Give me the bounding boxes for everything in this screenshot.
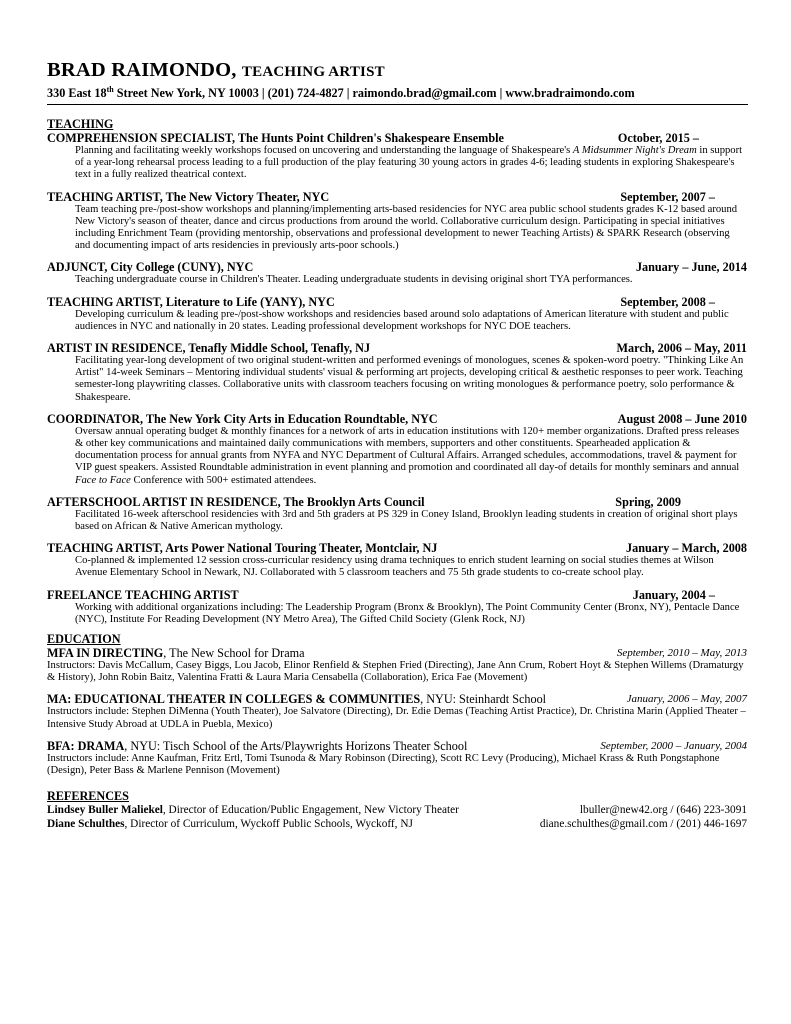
edu-desc: Instructors include: Stephen DiMenna (Youth Theater), Joe Salvatore (Directing), Dr. Edie Demas (Teaching Artist Practice), Dr. Christina Marin (Applied Theater – Intensive Study Abroad at UDLA in Puebla, Mexico) xyxy=(47,706,746,730)
teaching-entry xyxy=(47,131,747,182)
entry-head: FREELANCE TEACHING ARTIST xyxy=(47,587,239,602)
entry-desc: Team teaching pre-/post-show workshops and planning/implementing arts-based residencies for NYC area public school students grades K-12 based around New Victory's season of theater, dance and circus productions from around the world. Collaborative curriculum design. Participating in special initiatives including Enrichment Team (providing mentorship, observations and professional development to newer Teaching Artists) & SPARK Research (observing and documenting impact of arts residencies in previously arts-poor schools.) xyxy=(75,203,738,252)
edu-degree: BFA: DRAMA xyxy=(47,738,125,753)
entry-head: COORDINATOR, The New York City Arts in Education Roundtable, NYC xyxy=(47,411,438,426)
edu-head xyxy=(47,646,305,660)
desc-italic: A Midsummer Night's Dream xyxy=(572,145,697,156)
entry-date: January – June, 2014 xyxy=(635,260,747,275)
edu-head xyxy=(47,739,467,753)
teaching-entry xyxy=(47,295,747,333)
desc-part: in support of a year-long rehearsal process leading to a full production of the play featuring 30 young actors in grades 4-6; leading students in exploring Shakespeare's text in a fully realized theatrical context. xyxy=(75,145,743,181)
entry-head: ADJUNCT, City College (CUNY), NYC xyxy=(47,260,254,275)
ref-contact: diane.schulthes@gmail.com / (201) 446-1697 xyxy=(539,817,747,830)
teaching-entry xyxy=(47,541,747,579)
entry-desc: Co-planned & implemented 12 session cross-curricular residency using drama techniques to enrich student learning on social studies themes at Wilson Avenue Elementary School in Newark, NJ. Collaborated with 5 classroom teachers and 75 5th grade students to co-create school play. xyxy=(75,555,714,579)
teaching-entry xyxy=(47,260,747,286)
desc-part: Conference with 500+ estimated attendees. xyxy=(130,474,317,486)
desc-italic: Face to Face xyxy=(75,474,131,486)
address-pre: 330 East 18 xyxy=(47,86,107,100)
edu-date: September, 2010 – May, 2013 xyxy=(616,647,747,660)
entry-desc: Teaching undergraduate course in Children's Theater. Leading undergraduate students in devising original short TYA performances. xyxy=(75,274,633,286)
teaching-entry xyxy=(47,341,747,404)
teaching-entry xyxy=(47,412,747,487)
edu-school: , NYU: Steinhardt School xyxy=(420,692,547,707)
entry-date: September, 2007 – xyxy=(620,189,715,204)
entry-head: TEACHING ARTIST, The New Victory Theater, NYC xyxy=(47,189,330,204)
teaching-entry xyxy=(47,495,747,533)
desc-part: Planning and facilitating weekly workshops focused on uncovering and understanding the language of Shakespeare's xyxy=(75,145,573,156)
edu-date: September, 2000 – January, 2004 xyxy=(600,739,747,752)
entry-desc xyxy=(47,145,747,182)
name-title: TEACHING ARTIST xyxy=(241,64,385,80)
teaching-section-title xyxy=(47,117,419,131)
education-entry xyxy=(47,692,747,730)
entry-date: Spring, 2009 xyxy=(615,494,681,509)
entry-head: COMPREHENSION SPECIALIST, The Hunts Point Children's Shakespeare Ensemble xyxy=(47,131,504,145)
teaching-entry xyxy=(47,190,747,253)
edu-degree: MFA IN DIRECTING xyxy=(47,646,164,661)
entry-date: March, 2006 – May, 2011 xyxy=(616,341,747,356)
address-post: Street New York, NY 10003 | (201) 724-4827 | raimondo.brad@gmail.com | www.bradraimondo.com xyxy=(113,86,635,100)
entry-desc: Facilitated 16-week afterschool residencies with 3rd and 5th graders at PS 329 in Coney Island, Brooklyn leading students in creation of original short plays based on African & Native American mythology. xyxy=(75,508,738,533)
ref-person xyxy=(47,818,413,832)
education-section-title xyxy=(47,632,419,646)
reference-row xyxy=(47,818,747,832)
ref-person xyxy=(47,804,459,818)
entry-desc: Working with additional organizations including: The Leadership Program (Bronx & Brooklyn), The Point Community Center (Bronx, NY), Pentacle Dance (NYC), Institute For Reading Development (NY Metro Area), The Gifted Child Society (Glenk Rock, NJ) xyxy=(75,601,740,625)
edu-date: January, 2006 – May, 2007 xyxy=(626,693,747,706)
teaching-entry xyxy=(47,588,747,626)
edu-desc: Instructors include: Anne Kaufman, Fritz Ertl, Tomi Tsunoda & Mary Robinson (Directing), Scott RC Levy (Producing), Michael Krass & Ruth Pongstaphone (Design), Peter Bass & Marlene Pennison (Movement) xyxy=(47,752,720,777)
edu-school: , NYU: Tisch School of the Arts/Playwrights Horizons Theater School xyxy=(124,738,468,753)
ref-role: , Director of Curriculum, Wyckoff Public Schools, Wyckoff, NJ xyxy=(124,817,413,830)
entry-head: TEACHING ARTIST, Literature to Life (YANY), NYC xyxy=(47,294,335,309)
contact-line xyxy=(47,86,747,101)
entry-date: August 2008 – June 2010 xyxy=(617,411,747,426)
entry-head: AFTERSCHOOL ARTIST IN RESIDENCE, The Brooklyn Arts Council xyxy=(47,494,425,509)
entry-head: ARTIST IN RESIDENCE, Tenafly Middle School, Tenafly, NJ xyxy=(47,341,371,356)
ref-name: Lindsey Buller Maliekel xyxy=(47,804,163,817)
education-title-text: EDUCATION xyxy=(47,632,121,647)
ref-name: Diane Schulthes xyxy=(47,817,125,830)
entry-date: January, 2004 – xyxy=(632,587,715,602)
entry-head: TEACHING ARTIST, Arts Power National Touring Theater, Montclair, NJ xyxy=(47,541,438,556)
teaching-title-text: TEACHING xyxy=(47,117,114,131)
address-sup: th xyxy=(106,84,114,94)
desc-part: Oversaw annual operating budget & monthly finances for a network of arts in education institutions with 120+ member organizations. Drafted press releases & other key communications and maintained daily communications with members, supporters and other constituents. Spearheaded application & documentation process for annual grants from NYFA and NYC Department of Cultural Affairs. Arranged schedules, accommodations, travel & payment for VIP guest speakers. Assisted Roundtable administration in event planning and promotion and coordinated all day-of details for monthly seminars and annual xyxy=(75,425,740,474)
edu-degree: MA: EDUCATIONAL THEATER IN COLLEGES & COMMUNITIES xyxy=(47,692,421,707)
education-entry xyxy=(47,646,747,684)
edu-desc: Instructors: Davis McCallum, Casey Biggs, Lou Jacob, Elinor Renfield & Stephen Fried (Directing), Jane Ann Crum, Robert Hoyt & Stephen Willems (Dramaturgy & History), John Robin Baitz, Valentina Fratti & Laura Maria Censabella (Collaboration), Erica Fae (Movement) xyxy=(47,660,744,684)
resume-name xyxy=(47,58,747,84)
entry-desc: Developing curriculum & leading pre-/post-show workshops and residencies based around solo adaptations of American literature with student and public audiences in NYC and nationally in 20 states. Leading professional development workshops for NYC DOE teachers. xyxy=(75,308,729,332)
entry-date: October, 2015 – xyxy=(617,131,699,145)
name-text: BRAD RAIMONDO, xyxy=(47,59,237,81)
entry-date: January – March, 2008 xyxy=(626,541,747,556)
entry-desc xyxy=(47,426,747,487)
resume-page xyxy=(47,58,747,831)
references-section-title xyxy=(47,789,419,803)
references-title-text: REFERENCES xyxy=(47,789,129,804)
header-rule xyxy=(47,104,748,105)
entry-date: September, 2008 – xyxy=(620,294,715,309)
entry-desc: Facilitating year-long development of two original student-written and performed evenings of monologues, scenes & spoken-word poetry. "Thinking Like An Artist" 14-week Seminars – Mentoring individual students' visual & performing art projects, developing critical & aesthetic responses to peer work. Teaching semester-long playwriting classes. Collaborative units with classroom teachers focusing on writing monologues & performance poetry, solo performance & Shakespeare. xyxy=(75,355,744,403)
reference-row xyxy=(47,804,747,818)
ref-contact: lbuller@new42.org / (646) 223-3091 xyxy=(579,804,747,817)
edu-head xyxy=(47,692,546,706)
education-entry xyxy=(47,739,747,777)
edu-school: , The New School for Drama xyxy=(163,646,305,661)
ref-role: , Director of Education/Public Engagement, New Victory Theater xyxy=(162,804,459,817)
